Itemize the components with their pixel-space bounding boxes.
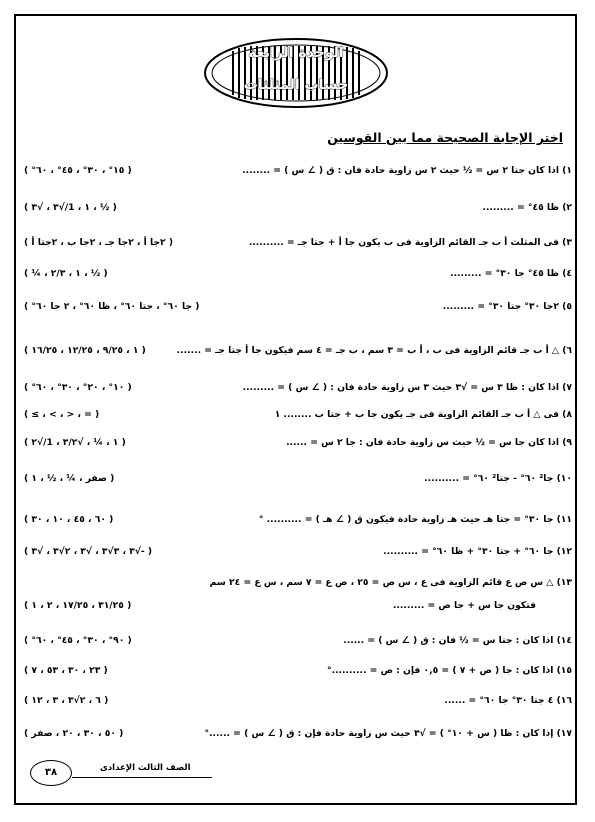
question-text: ٢) ظا ٤٥° = ......... xyxy=(482,202,572,213)
question-text: ٦) △ أ ب جـ قائم الزاوية فى ب ، أ ب = ٣ سم ، ب جـ = ٤ سم فيكون جا أ جتا جـ = ....... xyxy=(176,345,572,356)
question-text: ١٥) اذا كان : جا ( ص + ٧ ) = ٠,٥ فإن : ص = ..........° xyxy=(326,665,572,676)
answer-options: ( ٢جا أ ، ٢جا جـ ، ٢جا ب ، ٢جتا أ ) xyxy=(24,237,174,248)
question-row xyxy=(24,377,572,399)
answer-options: ( ½ ، ١ ، ٢/٣ ، ¼ ) xyxy=(24,268,108,279)
question-row xyxy=(24,723,572,745)
answer-options: ( جا ٦٠° ، جتا ٦٠° ، ظا ٦٠° ، ٢ جا ٦٠° ) xyxy=(24,301,200,312)
answer-options: ( -√٣ ، ٣√٣ ، √٣ ، ٢√٣ ، √٣ ) xyxy=(24,546,153,557)
answer-options: ( ١ ، ٩/٢٥ ، ١٢/٢٥ ، ١٦/٢٥ ) xyxy=(24,345,146,356)
question-text: ١٦) ٤ جتا ٣٠° جا ٦٠° = ...... xyxy=(444,695,572,706)
page-number: ٣٨ xyxy=(30,760,72,786)
answer-options: ( ٩٠° ، ٣٠° ، ٤٥° ، ٦٠° ) xyxy=(24,635,132,646)
question-text: ١٢) جا ٦٠° + جتا ٣٠° + ظا ٦٠° = .......... xyxy=(383,546,572,557)
question-text: ٧) اذا كان : ظا ٣ س = √٣ حيث ٣ س زاوية حادة فان : ( ∠ س ) = ......... xyxy=(242,382,572,393)
footer-grade: الصف الثالث الإعدادى xyxy=(100,763,191,773)
unit-label: الوحدة الرابعة xyxy=(248,45,344,61)
answer-options: ( ١ ، ¼ ، √٣/٢ ، 1/√٢ ) xyxy=(24,437,126,448)
question-text: ١١) جا ٣٠° = جتا هـ حيث هـ زاوية حادة فيكون ق ( ∠ هـ ) = .......... ° xyxy=(258,514,572,525)
question-row xyxy=(24,660,572,682)
section-heading: اختر الإجابة الصحيحة مما بين القوسين xyxy=(327,130,563,145)
answer-options: ( ١٥° ، ٣٠° ، ٤٥° ، ٦٠° ) xyxy=(24,165,132,176)
question-row xyxy=(24,232,572,254)
question-text: ١٤) اذا كان : جتا س = ½ فان : ق ( ∠ س ) = ...... xyxy=(343,635,572,646)
unit-topic: حساب المثلثات xyxy=(243,77,349,93)
question-row xyxy=(24,404,572,426)
question-row xyxy=(24,509,572,531)
question-text: ٥) ٢جا ٣٠° جتا ٣٠° = ......... xyxy=(442,301,572,312)
question-text: ١٧) إذا كان : ظا ( س + ١٠° ) = √٣ حيث س زاوية حادة فإن : ق ( ∠ س ) = ......° xyxy=(204,728,572,739)
question-row xyxy=(24,340,572,362)
question-text: ٣) فى المثلث أ ب جـ القائم الزاوية فى ب يكون جا أ + جتا جـ = .......... xyxy=(248,237,572,248)
question-text: ١٣) △ س ص ع قائم الزاوية فى ع ، س ص = ٢٥ ، ص ع = ٧ سم ، س ع = ٢٤ سم xyxy=(209,577,572,588)
answer-options: ( ٥٠ ، ٣٠ ، ٢٠ ، صفر ) xyxy=(24,728,124,739)
answer-options: ( ٦ ، ٢√٣ ، ٣ ، ١٢ ) xyxy=(24,695,109,706)
answer-options: ( صفر ، ¼ ، ½ ، ١ ) xyxy=(24,473,115,484)
question-text: ١٠) جا² ٦٠° - جتا² ٦٠° = .......... xyxy=(424,473,572,484)
question-row xyxy=(24,468,572,490)
question-row xyxy=(24,197,572,219)
question-row xyxy=(24,160,572,182)
answer-options: ( ٦٠ ، ٤٥ ، ١٠ ، ٣٠ ) xyxy=(24,514,114,525)
question-text: ٤) ظا ٤٥° جا ٣٠° = ......... xyxy=(450,268,572,279)
answer-options: ( ½ ، ١ ، 1/√٣ ، √٣ ) xyxy=(24,202,117,213)
question-text: ٨) فى △ أ ب جـ القائم الزاوية فى جـ يكون جا ب + جتا ب ........ ١ xyxy=(274,409,572,420)
question-row xyxy=(24,595,572,617)
question-text: ٩) اذا كان جا س = ½ حيث س زاوية حادة فان : جا ٢ س = ...... xyxy=(286,437,572,448)
answer-options: ( = ، < ، > ، ≥ ) xyxy=(24,409,100,420)
footer-rule xyxy=(72,777,212,778)
question-row xyxy=(24,630,572,652)
question-row xyxy=(24,263,572,285)
question-row xyxy=(24,572,572,594)
question-row xyxy=(24,432,572,454)
answer-options: ( ٢٣ ، ٣٠ ، ٥٣ ، ٧ ) xyxy=(24,665,108,676)
question-row xyxy=(24,690,572,712)
answer-options: ( ٣١/٢٥ ، ١٧/٢٥ ، ٢ ، ١ ) xyxy=(24,600,132,611)
unit-title-badge xyxy=(203,37,389,109)
question-text: فتكون جا س + جا ص = ......... xyxy=(392,600,536,611)
answer-options: ( ١٠° ، ٢٠° ، ٣٠° ، ٦٠° ) xyxy=(24,382,132,393)
question-row xyxy=(24,296,572,318)
question-row xyxy=(24,541,572,563)
question-text: ١) اذا كان جتا ٢ س = ½ حيث ٢ س زاوية حادة فان : ق ( ∠ س ) = ........ xyxy=(242,165,572,176)
